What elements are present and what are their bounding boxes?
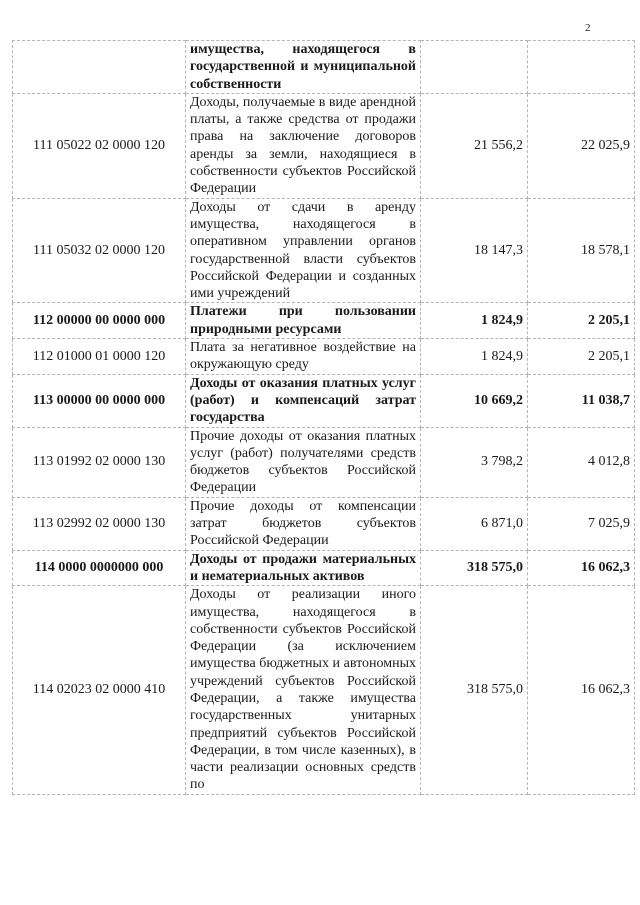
row-code: 114 0000 0000000 000 xyxy=(13,550,186,586)
row-value-1: 18 147,3 xyxy=(421,198,528,303)
revenue-table-body xyxy=(13,41,635,795)
row-code: 113 02992 02 0000 130 xyxy=(13,497,186,550)
row-code: 112 00000 00 0000 000 xyxy=(13,303,186,339)
table-row xyxy=(13,586,635,795)
row-value-2: 4 012,8 xyxy=(528,427,635,497)
table-row xyxy=(13,198,635,303)
row-name: Плата за негативное воздействие на окружающую среду xyxy=(186,339,421,375)
row-value-1: 21 556,2 xyxy=(421,93,528,198)
row-name: Доходы от сдачи в аренду имущества, находящегося в оперативном управлении органов государственной власти субъектов Российской Федерации и созданных ими учреждений xyxy=(186,198,421,303)
table-row xyxy=(13,41,635,94)
row-name: Доходы от оказания платных услуг (работ) и компенсаций затрат государства xyxy=(186,374,421,427)
table-row xyxy=(13,93,635,198)
row-name: Доходы от реализации иного имущества, находящегося в собственности субъектов Российской Федерации (за исключением имущества бюджетных и автономных учреждений субъектов Российской Федерации, а также имущества государственных унитарных предприятий субъектов Российской Федерации, в том числе казенных), в части реализации основных средств по xyxy=(186,586,421,795)
row-value-2: 7 025,9 xyxy=(528,497,635,550)
row-name: Прочие доходы от компенсации затрат бюджетов субъектов Российской Федерации xyxy=(186,497,421,550)
row-code: 114 02023 02 0000 410 xyxy=(13,586,186,795)
table-row xyxy=(13,339,635,375)
row-value-2: 16 062,3 xyxy=(528,586,635,795)
row-value-1: 10 669,2 xyxy=(421,374,528,427)
row-value-1: 1 824,9 xyxy=(421,339,528,375)
row-value-2: 22 025,9 xyxy=(528,93,635,198)
table-row xyxy=(13,427,635,497)
row-value-1: 318 575,0 xyxy=(421,586,528,795)
row-value-2 xyxy=(528,41,635,94)
row-code: 112 01000 01 0000 120 xyxy=(13,339,186,375)
row-value-1: 3 798,2 xyxy=(421,427,528,497)
row-name: имущества, находящегося в государственной и муниципальной собственности xyxy=(186,41,421,94)
row-name: Платежи при пользовании природными ресурсами xyxy=(186,303,421,339)
row-value-1: 1 824,9 xyxy=(421,303,528,339)
row-code: 113 00000 00 0000 000 xyxy=(13,374,186,427)
row-code: 111 05022 02 0000 120 xyxy=(13,93,186,198)
page-number: 2 xyxy=(585,22,591,34)
row-value-1: 318 575,0 xyxy=(421,550,528,586)
row-name: Доходы от продажи материальных и нематериальных активов xyxy=(186,550,421,586)
row-value-2: 16 062,3 xyxy=(528,550,635,586)
row-value-2: 2 205,1 xyxy=(528,303,635,339)
row-name: Прочие доходы от оказания платных услуг (работ) получателями средств бюджетов субъектов Российской Федерации xyxy=(186,427,421,497)
row-code: 111 05032 02 0000 120 xyxy=(13,198,186,303)
table-row xyxy=(13,303,635,339)
row-code xyxy=(13,41,186,94)
row-value-2: 11 038,7 xyxy=(528,374,635,427)
row-code: 113 01992 02 0000 130 xyxy=(13,427,186,497)
row-name: Доходы, получаемые в виде арендной платы, а также средства от продажи права на заключение договоров аренды за земли, находящиеся в собственности субъектов Российской Федерации xyxy=(186,93,421,198)
row-value-2: 2 205,1 xyxy=(528,339,635,375)
table-row xyxy=(13,374,635,427)
row-value-1: 6 871,0 xyxy=(421,497,528,550)
revenue-table xyxy=(12,40,635,795)
table-row xyxy=(13,550,635,586)
table-row xyxy=(13,497,635,550)
row-value-2: 18 578,1 xyxy=(528,198,635,303)
row-value-1 xyxy=(421,41,528,94)
